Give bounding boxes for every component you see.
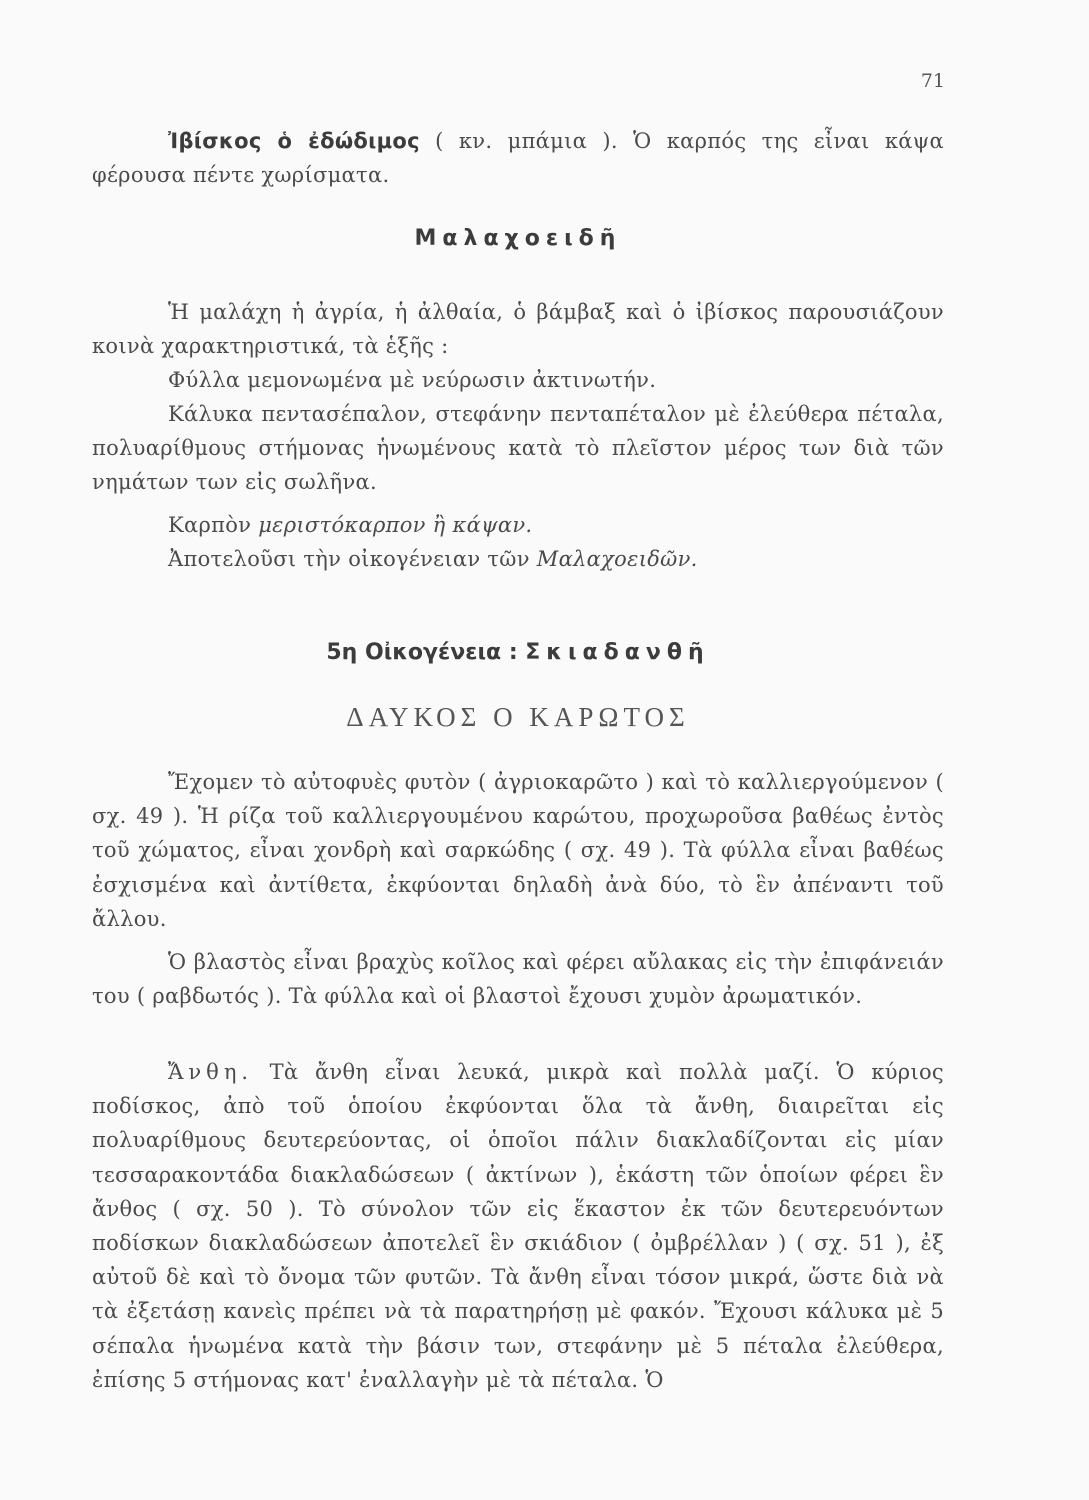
family-italic: Μαλαχοειδῶν. xyxy=(536,547,698,571)
malachoeidi-heading: Μαλαχοειδῆ xyxy=(414,226,622,251)
family-label: 5η Οἰκογένεια : xyxy=(326,640,526,665)
carrot-paragraph-2: Ὁ βλαστὸς εἶναι βραχὺς κοῖλος καὶ φέρει αὔλακας εἰς τὴν ἐπιφάνειάν του ( ραβδωτός ). Τὰ φύλλα καὶ οἱ βλαστοὶ ἔχουσι χυμὸν ἀρωματικόν. xyxy=(92,950,944,1009)
malachoeidi-intro: Ἡ μαλάχη ἡ ἀγρία, ἡ ἀλθαία, ὁ βάμβαξ καὶ ὁ ἰβίσκος παρουσιάζουν κοινὰ χαρακτηριστικά, τὰ ἑξῆς : xyxy=(92,300,944,359)
malachoeidi-fruit xyxy=(92,508,944,542)
malachoeidi-family xyxy=(92,542,944,576)
malachoeidi-leaves: Φύλλα μεμονωμένα μὲ νεύρωσιν ἀκτινωτήν. xyxy=(168,368,657,392)
flowers-text: Τὰ ἄνθη εἶναι λευκά, μικρὰ καὶ πολλὰ μαζί. Ὁ κύριος ποδίσκος, ἀπὸ τοῦ ὁποίου ἐκφύονται ὅλα τὰ ἄνθη, διαιρεῖται εἰς πολυαρίθμους δευτερεύοντας, οἱ ὁποῖοι πάλιν διακλαδίζονται εἰς μίαν τεσσαρακοντάδα διακλαδώσεων ( ἀκτίνων ), ἑκάστη τῶν ὁποίων φέρει ἓν ἄνθος ( σχ. 50 ). Τὸ σύνολον τῶν εἰς ἕκαστον ἐκ τῶν δευτερευόντων ποδίσκων διακλαδώσεων ἀποτελεῖ ἓν σκιάδιον ( ὀμβρέλλαν ) ( σχ. 51 ), ἐξ αὐτοῦ δὲ καὶ τὸ ὄνομα τῶν φυτῶν. Τὰ ἄνθη εἶναι τόσον μικρά, ὥστε διὰ νὰ τὰ ἐξετάσῃ κανεὶς πρέπει νὰ τὰ παρατηρήσῃ μὲ φακόν. Ἔχουσι κάλυκα μὲ 5 σέπαλα ἡνωμένα κατὰ τὴν βάσιν των, στεφάνην μὲ 5 πέταλα ἐλεύθερα, ἐπίσης 5 στήμονας κατ' ἐναλλαγὴν μὲ τὰ πέταλα. Ὁ xyxy=(92,1060,944,1392)
ibiskos-name: Ἰβίσκος ὁ ἐδώδιμος xyxy=(168,129,420,153)
carrot-paragraph-1: Ἔχομεν τὸ αὐτοφυὲς φυτὸν ( ἀγριοκαρῶτο ) καὶ τὸ καλλιεργούμενον ( σχ. 49 ). Ἡ ρίζα τοῦ καλλιεργουμένου καρώτου, προχωροῦσα βαθέως ἐντὸς τοῦ χώματος, εἶναι χονδρὴ καὶ σαρκώδης ( σχ. 49 ). Τὰ φύλλα εἶναι βαθέως ἐσχισμένα καὶ ἀντίθετα, ἐκφύονται δηλαδὴ ἀνὰ δύο, τὸ ἓν ἀπέναντι τοῦ ἄλλου. xyxy=(92,770,944,931)
ibiskos-text: ( κν. μπάμια ). Ὁ καρπός της εἶναι κάψα φέρουσα πέντε χωρίσματα. xyxy=(92,129,944,188)
flowers-label: Ἄνθη. xyxy=(168,1060,254,1084)
carrot-paragraph-3 xyxy=(92,1055,944,1397)
family-prefix: Ἀποτελοῦσι τὴν οἰκογένειαν τῶν xyxy=(168,547,537,571)
family-name: Σκιαδανθῆ xyxy=(525,640,710,665)
species-heading: ΔΑΥΚΟΣ Ο ΚΑΡΩΤΟΣ xyxy=(346,702,690,732)
fruit-italic: μεριστόκαρπον ἢ κάψαν. xyxy=(258,513,533,537)
family-heading xyxy=(92,640,944,665)
malachoeidi-flower: Κάλυκα πεντασέπαλον, στεφάνην πενταπέταλον μὲ ἐλεύθερα πέταλα, πολυαρίθμους στήμονας ἡνωμένους κατὰ τὸ πλεῖστον μέρος των διὰ τῶν νημάτων των εἰς σωλῆνα. xyxy=(92,402,944,495)
ibiskos-paragraph xyxy=(92,124,944,192)
fruit-prefix: Καρπὸν xyxy=(168,513,259,537)
page-number: 71 xyxy=(920,70,945,92)
